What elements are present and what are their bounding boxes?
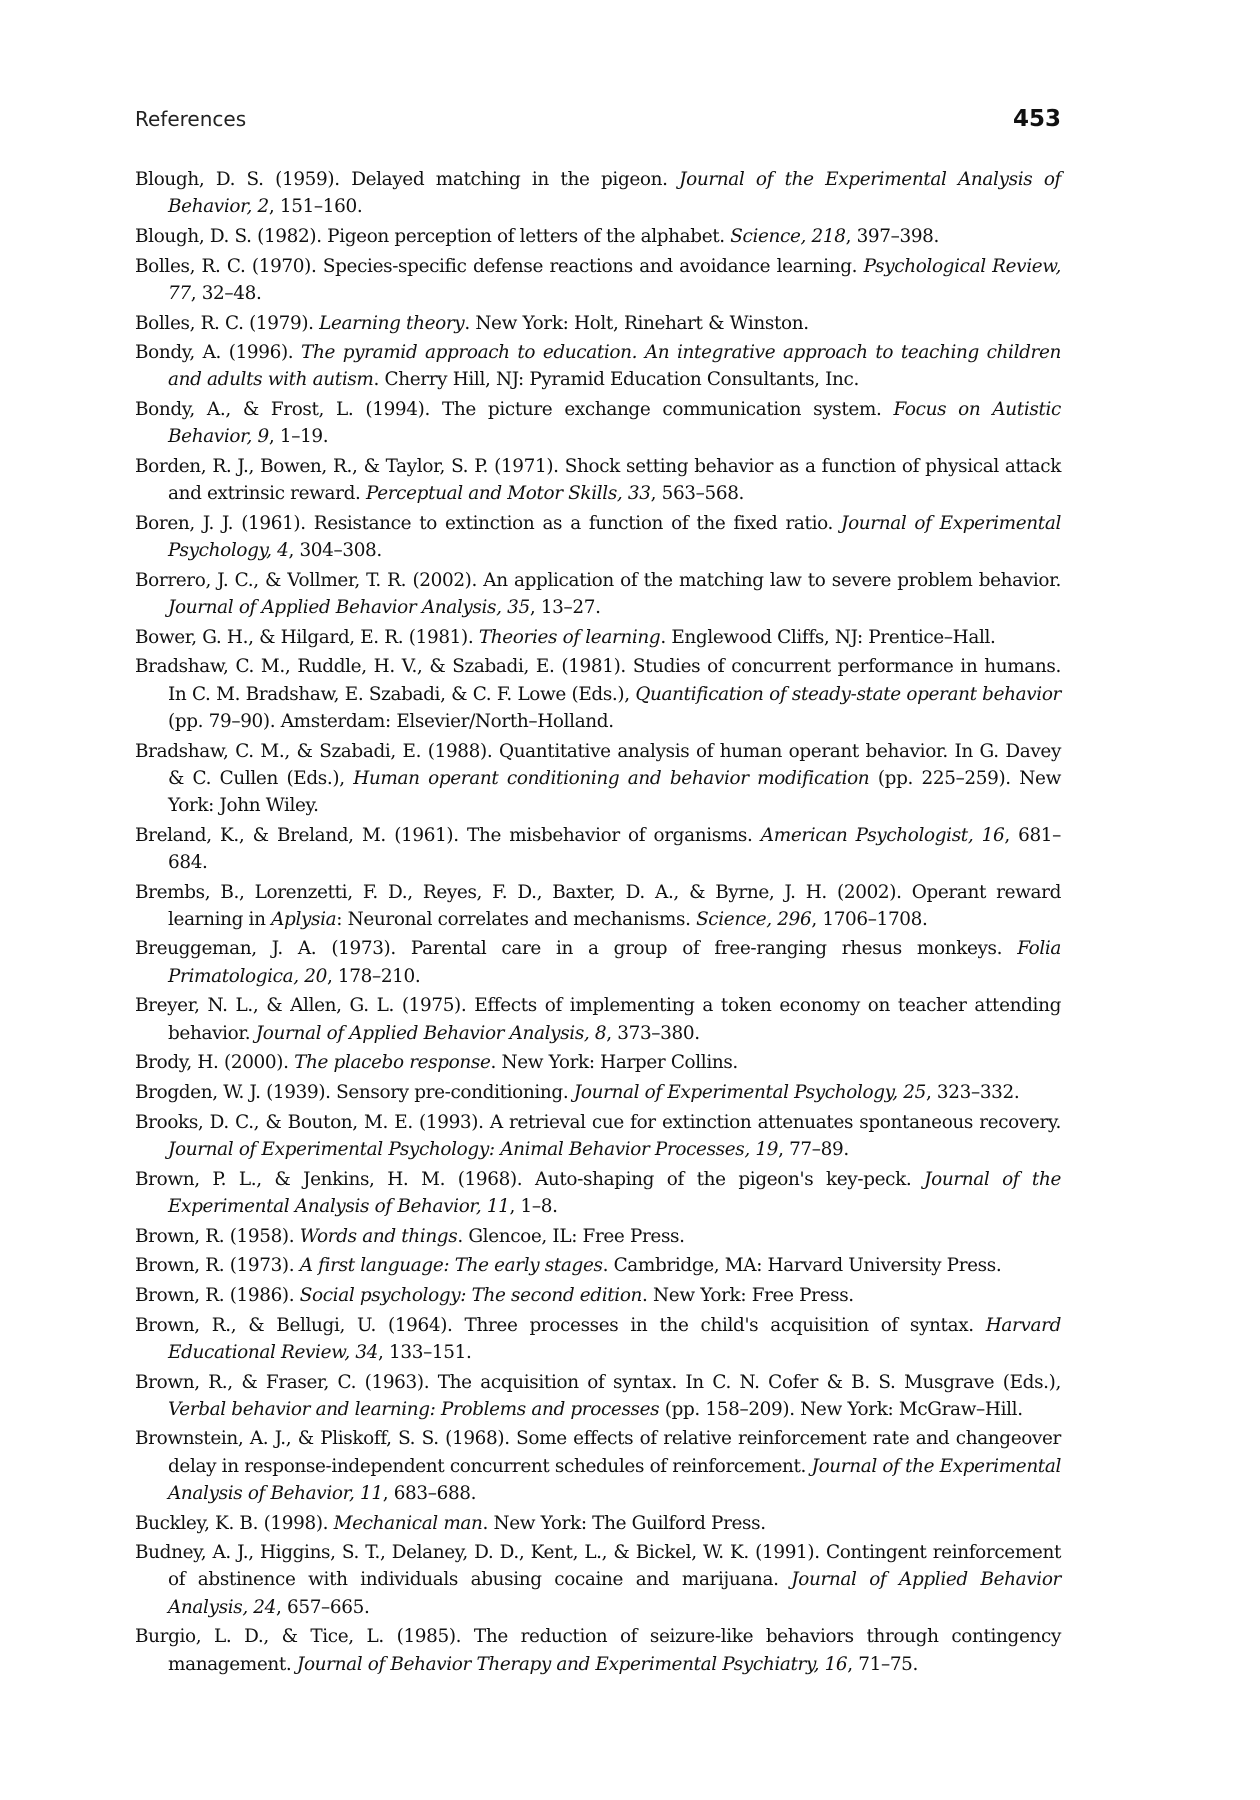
reference-italic-text: Verbal behavior and learning: Problems and processes [168, 1398, 660, 1420]
reference-italic-text: The pyramid approach to education. An integrative approach to teaching children and adults with autism [168, 342, 1062, 391]
reference-text: Boren, J. J. (1961). Resistance to extinction as a function of the fixed ratio. [135, 512, 842, 534]
reference-text: Brown, R., & Fraser, C. (1963). The acquisition of syntax. In C. N. Cofer & B. S. Musgrave (Eds.), [135, 1371, 1061, 1393]
reference-text: Bower, G. H., & Hilgard, E. R. (1981). [135, 626, 479, 648]
reference-italic-text: Perceptual and Motor Skills, 33 [366, 483, 651, 505]
reference-entry [135, 1510, 1061, 1537]
reference-entry [135, 1223, 1061, 1250]
reference-italic-text: American Psychologist, 16 [760, 824, 1005, 846]
reference-text: : Neuronal correlates and mechanisms. [336, 908, 697, 930]
reference-text: . Cherry Hill, NJ: Pyramid Education Consultants, Inc. [373, 369, 859, 391]
reference-text: , 151–160. [268, 196, 363, 218]
reference-text: (pp. 79–90). Amsterdam: Elsevier/North–Holland. [168, 710, 614, 732]
reference-text: , 681–684. [168, 824, 1061, 873]
reference-text: , 397–398. [845, 225, 940, 247]
reference-entry [135, 1079, 1061, 1106]
reference-entry [135, 339, 1061, 393]
reference-italic-text: Quantification of steady-state operant behavior [635, 683, 1061, 705]
reference-entry [135, 1539, 1061, 1621]
reference-text: , 304–308. [288, 540, 382, 562]
reference-text: Breyer, N. L., & Allen, G. L. (1975). Effects of implementing a token economy on teacher attending behavior. [135, 995, 1061, 1044]
reference-italic-text: Journal of Experimental Psychology, 4 [168, 512, 1061, 562]
reference-text: (pp. 158–209). New York: McGraw–Hill. [659, 1398, 1023, 1420]
reference-text: Brody, H. (2000). [135, 1052, 295, 1074]
reference-text: , 13–27. [529, 597, 601, 619]
reference-text: , 373–380. [606, 1022, 700, 1044]
reference-text: Brownstein, A. J., & Pliskoff, S. S. (1968). Some effects of relative reinforcement rate and changeover delay in response-independent concurrent schedules of reinforcement. [135, 1428, 1061, 1477]
reference-text: , 1706–1708. [811, 908, 928, 930]
reference-text: Bondy, A. (1996). [135, 342, 302, 364]
reference-entry [135, 1425, 1061, 1507]
reference-italic-text: Human operant conditioning and behavior modification [353, 767, 870, 789]
reference-entry [135, 396, 1061, 450]
reference-text: . New York: Harper Collins. [490, 1052, 738, 1074]
reference-text: Borden, R. J., Bowen, R., & Taylor, S. P. (1971). Shock setting behavior as a function of physical attack and extrinsic reward. [135, 456, 1061, 505]
reference-text: , 1–8. [509, 1195, 558, 1217]
reference-text: Brown, R. (1958). [135, 1225, 300, 1247]
reference-italic-text: Journal of the Experimental Analysis of Behavior, 2 [168, 169, 1061, 218]
reference-italic-text: Journal of Applied Behavior Analysis, 35 [168, 597, 530, 619]
reference-italic-text: Journal of Applied Behavior Analysis, 8 [255, 1022, 607, 1044]
reference-list [135, 166, 1061, 1680]
reference-text: . Englewood Cliffs, NJ: Prentice–Hall. [660, 626, 996, 648]
reference-entry [135, 253, 1061, 307]
reference-text: Bondy, A., & Frost, L. (1994). The picture exchange communication system. [135, 399, 894, 421]
reference-text: . New York: Free Press. [642, 1284, 854, 1306]
reference-italic-text: Theories of learning [478, 626, 661, 648]
reference-entry [135, 935, 1061, 989]
reference-entry [135, 624, 1061, 651]
reference-text: , 563–568. [650, 483, 745, 505]
reference-text: Buckley, K. B. (1998). [135, 1512, 334, 1534]
reference-italic-text: Words and things [299, 1225, 458, 1247]
reference-text: Bradshaw, C. M., & Szabadi, E. (1988). Quantitative analysis of human operant behavior. In G. Davey & C. Cullen (Eds.), [135, 740, 1061, 789]
reference-entry [135, 1109, 1061, 1163]
reference-text: , 32–48. [190, 282, 262, 304]
reference-entry [135, 1369, 1061, 1423]
reference-italic-text: Learning theory [319, 312, 465, 334]
reference-italic-text: Journal of Experimental Psychology: Animal Behavior Processes, 19 [168, 1138, 779, 1160]
reference-italic-text: Folia Primatologica, 20 [168, 938, 1061, 987]
reference-entry [135, 1252, 1061, 1279]
section-title: References [135, 107, 247, 131]
reference-text: Brogden, W. J. (1939). Sensory pre-conditioning. [135, 1082, 574, 1103]
reference-text: . New York: Holt, Rinehart & Winston. [464, 312, 809, 334]
reference-italic-text: Focus on Autistic Behavior, 9 [168, 399, 1061, 448]
reference-italic-text: Science, 296 [696, 908, 812, 930]
reference-entry [135, 453, 1061, 507]
reference-text: , 178–210. [326, 965, 421, 987]
reference-text: Brown, R. (1986). [135, 1284, 300, 1306]
reference-italic-text: Journal of Behavior Therapy and Experimental Psychiatry, 16 [296, 1653, 848, 1675]
reference-text: Budney, A. J., Higgins, S. T., Delaney, D. D., Kent, L., & Bickel, W. K. (1991). Contingent reinforcement of abstinence with individuals abusing cocaine and marijuana. [135, 1542, 1061, 1591]
reference-text: , 77–89. [778, 1138, 849, 1160]
reference-italic-text: Social psychology: The second edition [299, 1284, 643, 1306]
reference-entry [135, 992, 1061, 1046]
reference-text: . New York: The Guilford Press. [482, 1512, 766, 1534]
reference-text: (pp. 225–259). New York: John Wiley. [168, 767, 1061, 816]
reference-italic-text: Harvard Educational Review, 34 [168, 1314, 1061, 1363]
reference-text: Breuggeman, J. A. (1973). Parental care in a group of free-ranging rhesus monkeys. [135, 938, 1018, 960]
reference-text: Brown, R. (1973). [135, 1255, 300, 1277]
reference-entry [135, 166, 1061, 220]
reference-text: , 71–75. [847, 1653, 919, 1675]
reference-text: , 683–688. [382, 1482, 477, 1504]
reference-text: Brown, P. L., & Jenkins, H. M. (1968). Auto-shaping of the pigeon's key-peck. [135, 1168, 925, 1190]
reference-italic-text: Journal of Experimental Psychology, 25 [573, 1082, 926, 1103]
reference-text: , 133–151. [378, 1341, 472, 1363]
reference-entry [135, 310, 1061, 337]
running-head [135, 106, 1061, 140]
reference-entry [135, 1623, 1061, 1677]
reference-entry [135, 653, 1061, 735]
reference-entry [135, 1282, 1061, 1309]
reference-italic-text: Journal of the Experimental Analysis of Behavior, 11 [168, 1455, 1061, 1504]
reference-entry [135, 567, 1061, 621]
reference-text: Bradshaw, C. M., Ruddle, H. V., & Szabadi, E. (1981). Studies of concurrent performance in humans. In C. M. Bradshaw, E. Szabadi, & C. F. Lowe (Eds.), [135, 656, 1061, 705]
reference-text: Brooks, D. C., & Bouton, M. E. (1993). A retrieval cue for extinction attenuates spontaneous recovery. [135, 1111, 1061, 1133]
reference-entry [135, 879, 1061, 933]
reference-entry [135, 738, 1061, 820]
reference-text: Blough, D. S. (1982). Pigeon perception of letters of the alphabet. [135, 225, 731, 247]
reference-entry [135, 1312, 1061, 1366]
reference-entry [135, 822, 1061, 876]
reference-italic-text: Science, 218 [730, 225, 846, 247]
page-number: 453 [1012, 106, 1061, 132]
reference-text: Breland, K., & Breland, M. (1961). The misbehavior of organisms. [135, 824, 761, 846]
reference-italic-text: A first language: The early stages [299, 1255, 603, 1277]
reference-italic-text: Mechanical man [333, 1512, 483, 1534]
reference-italic-text: Aplysia [271, 908, 337, 930]
reference-entry [135, 223, 1061, 250]
reference-italic-text: Journal of Applied Behavior Analysis, 24 [168, 1569, 1061, 1618]
reference-text: , 657–665. [276, 1596, 370, 1618]
reference-italic-text: Journal of the Experimental Analysis of Behavior, 11 [168, 1168, 1062, 1217]
reference-entry [135, 1166, 1061, 1220]
reference-text: , 1–19. [268, 426, 329, 448]
reference-italic-text: Psychological Review, 77 [168, 255, 1061, 304]
reference-entry [135, 510, 1061, 564]
reference-text: , 323–332. [925, 1082, 1020, 1103]
reference-text: Borrero, J. C., & Vollmer, T. R. (2002). An application of the matching law to severe problem behavior. [135, 569, 1061, 591]
reference-text: Brembs, B., Lorenzetti, F. D., Reyes, F. D., Baxter, D. A., & Byrne, J. H. (2002). Operant reward learning in [135, 881, 1061, 930]
reference-text: Bolles, R. C. (1970). Species-specific defense reactions and avoidance learning. [135, 255, 864, 277]
reference-text: . Cambridge, MA: Harvard University Press. [602, 1255, 1002, 1277]
reference-text: . Glencoe, IL: Free Press. [457, 1225, 685, 1247]
reference-entry [135, 1049, 1061, 1076]
reference-italic-text: The placebo response [294, 1052, 491, 1074]
reference-text: Bolles, R. C. (1979). [135, 312, 320, 334]
reference-text: Burgio, L. D., & Tice, L. (1985). The reduction of seizure-like behaviors through contingency management. [135, 1626, 1061, 1675]
reference-text: Brown, R., & Bellugi, U. (1964). Three processes in the child's acquisition of syntax. [135, 1314, 986, 1336]
reference-text: Blough, D. S. (1959). Delayed matching in the pigeon. [135, 169, 680, 190]
